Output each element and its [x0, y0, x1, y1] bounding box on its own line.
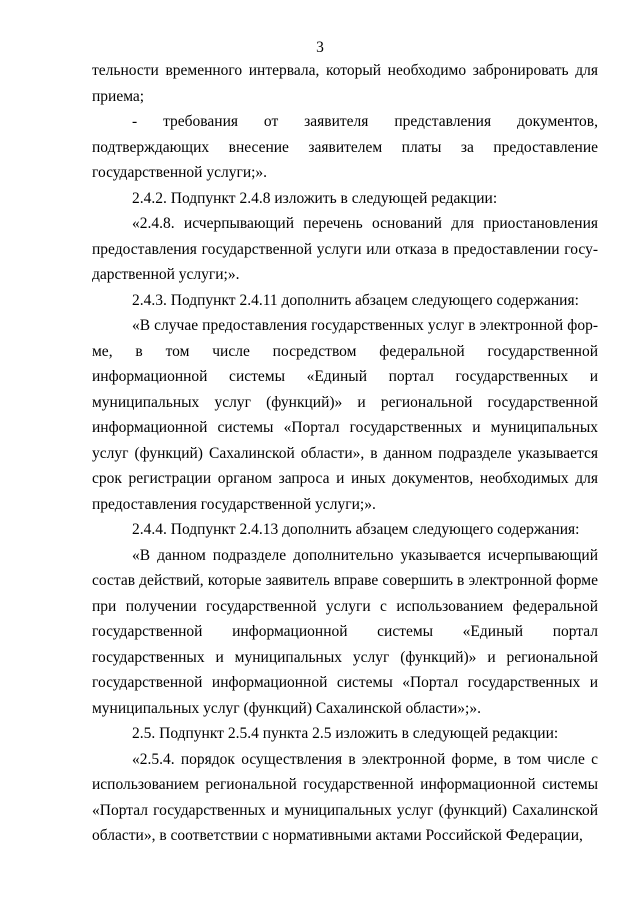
paragraph-2-4-11-text: «В случае предоставления государственных услуг в электронной форме, в том числе посредством федеральной государственной информационной системы «Единый портал государственных и муниципальных услуг (функций)» и региональной государственной информационной системы «Портал государственных и муниципальных услуг (функций) Сахалинской области», в данном подразделе указывается срок регистрации органом запроса и иных документов, необходимых для предоставления государственной услуги;». — [92, 317, 598, 513]
paragraph-2-5-4-text: «2.5.4. порядок осуществления в электронной форме, в том числе с использованием региональной государственной информационной системы «Портал государственных и муниципальных услуг (функций) Сахалинской области», в соответствии с нормативными актами Российской Федерации, — [92, 750, 598, 844]
document-body — [92, 58, 598, 849]
paragraph-2-4-8-text: «2.4.8. исчерпывающий перечень оснований для приостановления предоставления государственной услуги или отказа в предоставлении государственной услуги;». — [92, 215, 598, 283]
paragraph-2-4-13-text: «В данном подразделе дополнительно указывается исчерпывающий состав действий, которые заявитель вправе совершить в электронной форме при получении государственной услуги с использованием федеральной государственной информационной системы «Единый портал государственных и муниципальных услуг (функций)» и региональной государственной информационной системы «Портал государственных и муниципальных услуг (функций) Сахалинской области»;». — [92, 546, 598, 717]
paragraph-continuation: тельности временного интервала, который необходимо забронировать для приема; — [92, 62, 598, 105]
paragraph-requirements: - требования от заявителя представления документов, подтверждающих внесение заявителем платы за предоставление государственной услуги;». — [92, 113, 598, 181]
paragraph-2-4-2: 2.4.2. Подпункт 2.4.8 изложить в следующей редакции: — [132, 189, 498, 207]
page-number: 3 — [316, 39, 324, 56]
paragraph-2-4-3: 2.4.3. Подпункт 2.4.11 дополнить абзацем следующего содержания: — [132, 291, 579, 309]
paragraph-2-5: 2.5. Подпункт 2.5.4 пункта 2.5 изложить в следующей редакции: — [132, 725, 559, 742]
paragraph-2-4-4: 2.4.4. Подпункт 2.4.13 дополнить абзацем следующего содержания: — [132, 521, 580, 538]
